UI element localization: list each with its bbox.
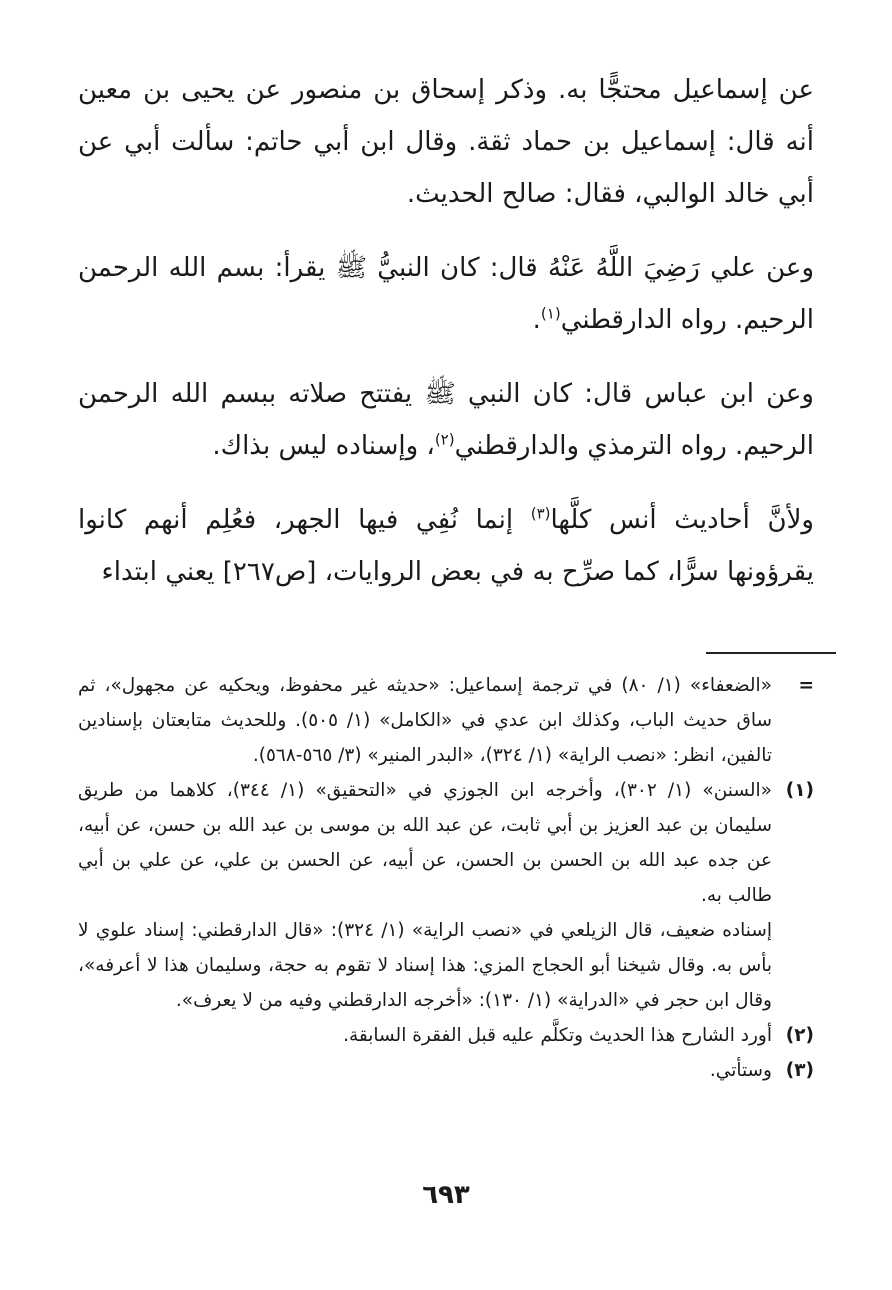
footnote-continuation [78,668,814,773]
footnote-text: وستأتي. [709,1060,772,1081]
main-text [78,64,814,620]
footnote-1 [78,773,814,913]
footnote-number: (٢) [785,1025,814,1046]
paragraph-4: ولأنَّ أحاديث أنس كلَّها$^{(٣)}$ إنما نُفِي فيها الجهر، فعُلِم أنهم كانوا يقرؤونها سرًّا، كما صرِّح به في بعض الروايات، [ص٢٦٧] يعني ابتداء [78,504,814,587]
footnote-number: (٣) [785,1060,814,1081]
footnote-ref-2[interactable]: (٢) [434,430,455,449]
footnote-ref-3[interactable]: (٣) [530,504,551,523]
footnote-ref-1[interactable]: (١) [540,304,561,323]
footnote-text: أورد الشارح هذا الحديث وتكلَّم عليه قبل الفقرة السابقة. [343,1025,772,1046]
footnote-1-extra: إسناده ضعيف، قال الزيلعي في «نصب الراية» (١/ ٣٢٤): «قال الدارقطني: إسناد علوي لا بأس به. وقال شيخنا أبو الحجاج المزي: هذا إسناد لا تقوم به حجة، وسليمان هذا لا أعرفه»، وقال ابن حجر في «الدراية» (١/ ١٣٠): «أخرجه الدارقطني وفيه من لا يعرف». [78,920,772,1011]
footnote-separator [706,652,836,654]
footnote-text: «السنن» (١/ ٣٠٢)، وأخرجه ابن الجوزي في «التحقيق» (١/ ٣٤٤)، كلاهما من طريق سليمان بن عبد العزيز بن أبي ثابت، عن عبد الله بن موسى بن عبد الله بن حسن، عن أبيه، عن جده عبد الله بن الحسن بن الحسن، عن أبيه، عن الحسن بن علي، عن علي بن أبي طالب به. [78,780,772,906]
footnote-text: «الضعفاء» (١/ ٨٠) في ترجمة إسماعيل: «حديثه غير محفوظ، ويحكيه عن مجهول»، ثم ساق حديث الباب، وكذلك ابن عدي في «الكامل» (١/ ٥٠٥). وللحديث متابعتان بإسنادين تالفين، انظر: «نصب الراية» (١/ ٣٢٤)، «البدر المنير» (٣/ ٥٦٥-٥٦٨). [78,675,772,766]
paragraph-3: وعن ابن عباس قال: كان النبي ﷺ يفتتح صلاته ببسم الله الرحمن الرحيم. رواه الترمذي والدارقطني$^{(٢)}$، وإسناده ليس بذاك. [78,379,814,461]
footnotes [78,668,814,1088]
continuation-mark: = [798,675,814,696]
paragraph-1: عن إسماعيل محتجًّا به. وذكر إسحاق بن منصور عن يحيى بن معين أنه قال: إسماعيل بن حماد ثقة. وقال ابن أبي حاتم: سألت أبي عن أبي خالد الوالبي، فقال: صالح الحديث. [78,75,814,209]
footnote-3 [78,1053,814,1088]
page-number: ٦٩٣ [422,1180,470,1210]
footnote-number: (١) [785,780,814,801]
paragraph-2: وعن علي رَضِيَ اللَّهُ عَنْهُ قال: كان النبيُّ ﷺ يقرأ: بسم الله الرحمن الرحيم. رواه الدارقطني$^{(١)}$. [78,253,814,335]
footnote-2 [78,1018,814,1053]
